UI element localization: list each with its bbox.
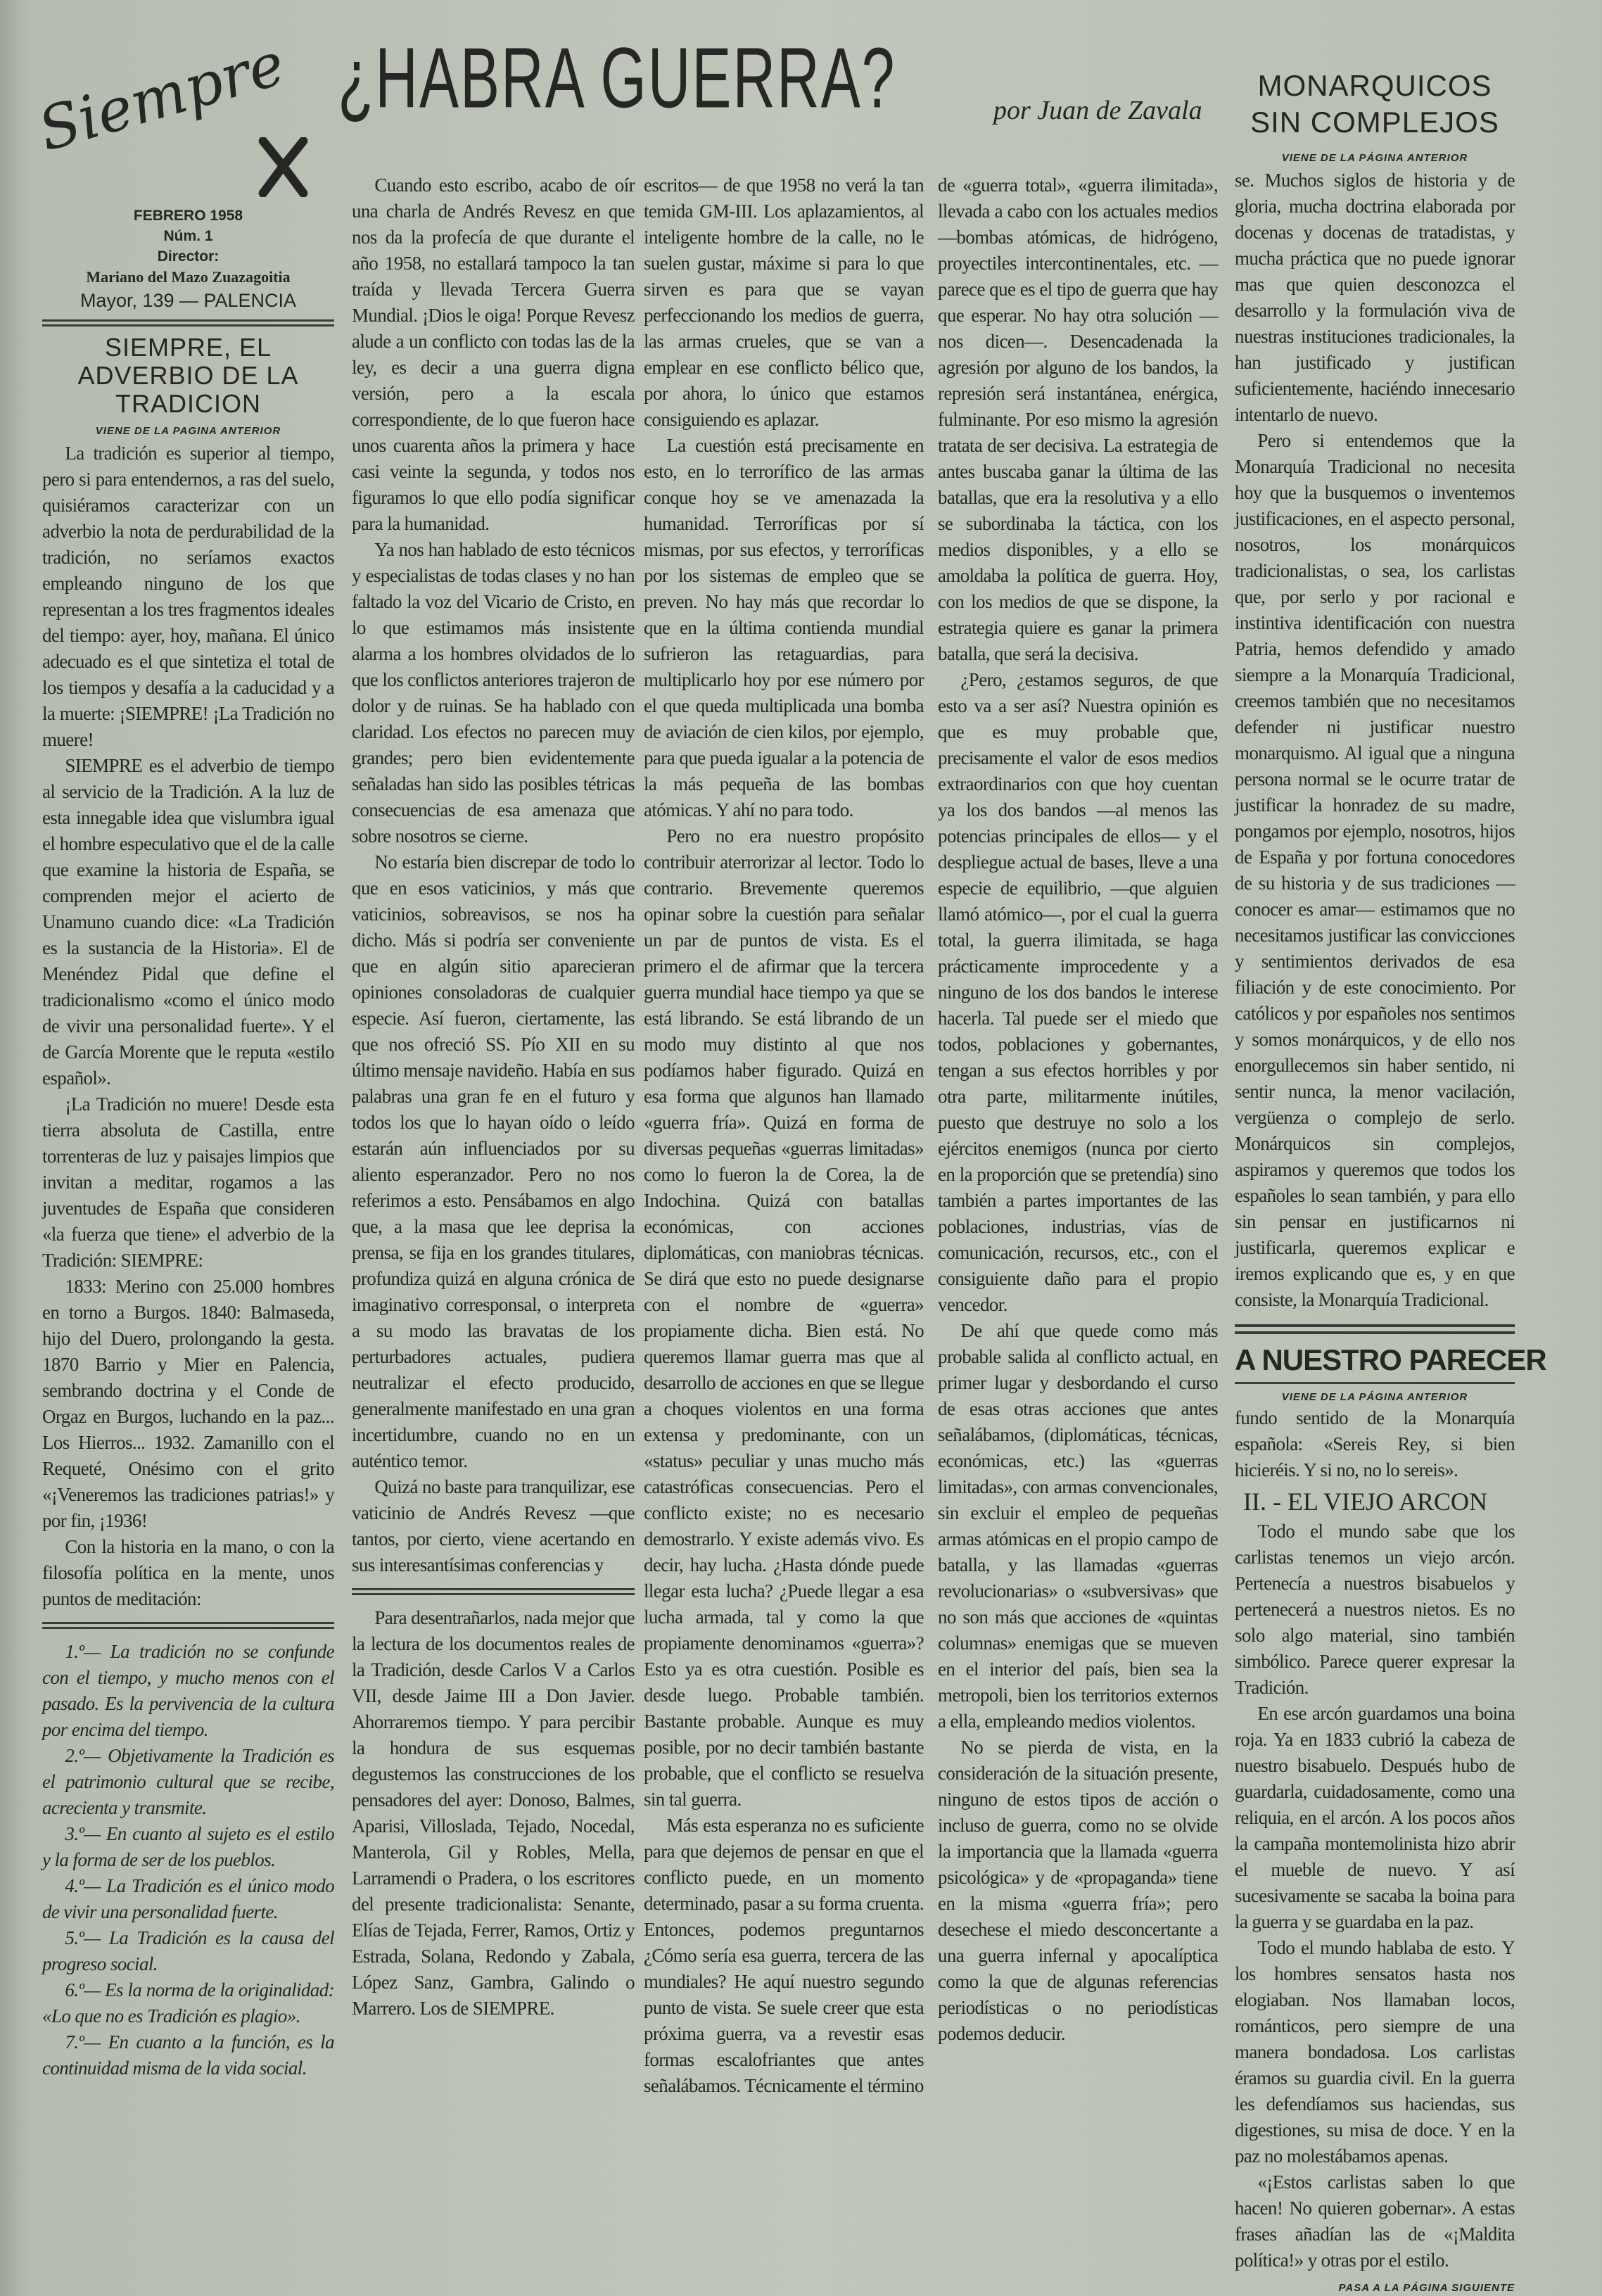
paragraph: Más esta esperanza no es suficiente para que dejemos de pensar en que el conflicto puede, en un momento determinado, pasar a su forma cruenta. Entonces, podemos preguntarnos ¿Cómo sería esa guerra, tercera de las mundiales? He aquí nuestro segundo punto de vista. Se suele creer que esta próxima guerra, va a revestir esas formas escalofriantes que antes señalábamos. Técnicamente el término xyxy=(644,1815,924,2096)
masthead-info xyxy=(42,205,334,314)
section-underline xyxy=(1235,1382,1515,1384)
article-guerra-column-2 xyxy=(644,172,924,2099)
column-3 xyxy=(644,172,924,2099)
paragraph: En ese arcón guardamos una boina roja. Ya en 1833 cubrió la cabeza de nuestro bisabuelo. Después hubo de guardarla, cuidadosamente, como una reliquia, en el arcón. A los pocos años la campaña montemolinista hizo abrir el mueble de nuevo. Y así sucesivamente se sacaba la boina para la guerra y se guardaba en la paz. xyxy=(1235,1703,1515,1932)
paragraph: fundo sentido de la Monarquía española: «Sereis Rey, si bien hicieréis. Y si no, no lo sereis». xyxy=(1235,1407,1515,1480)
title-line-2: SIN COMPLEJOS xyxy=(1250,106,1499,139)
issue-number: Núm. 1 xyxy=(163,228,213,244)
section-divider xyxy=(1235,1324,1515,1334)
cross-of-burgundy-icon xyxy=(257,137,310,197)
masthead-divider xyxy=(42,319,334,326)
director-label: Director: xyxy=(157,248,220,265)
masthead-logo xyxy=(31,29,324,197)
continues-on-label: PASA A LA PÁGINA SIGUIENTE xyxy=(1338,2282,1515,2294)
paragraph: se. Muchos siglos de historia y de gloria, mucha doctrina elaborada por docenas y docenas de tratadistas, y mucha práctica que no puede ignorar mas que quien desconozca el desarrollo y la formulación viva de nuestras instituciones tradicionales, la han justificado y justifican suficientemente, haciéndo innecesario intentarlo de nuevo. xyxy=(1235,170,1515,425)
paragraph: No estaría bien discrepar de todo lo que en esos vaticinios, y más que vaticinios, sobreavisos, se nos ha dicho. Más si podría ser conveniente que en algún sitio aparecieran opiniones consoladoras de cualquier especie. Así fueron, ciertamente, las que nos ofreció SS. Pío XII en su último mensaje navideño. Había en sus palabras una gran fe en el futuro y todos los que lo hayan oído o leído estarán aún influenciados por su aliento esperanzador. Pero no nos referimos a esto. Pensábamos en algo que, a la masa que lee deprisa la prensa, se fija en los grandes titulares, profundiza quizá en alguna crónica de imaginativo corresponsal, o interpreta a su modo las bravatas de los perturbadores actuales, pudiera neutralizar el efecto producido, generalmente manifestado en una gran incertidumbre, cuando no en un auténtico temor. xyxy=(352,851,635,1471)
column-4 xyxy=(938,172,1218,2047)
column-2 xyxy=(352,172,635,2022)
paragraph: de «guerra total», «guerra ilimitada», llevada a cabo con los actuales medios —bombas atómicas, de hidrógeno, proyectiles intercontinentales, etc. —parece que es el tipo de guerra que hay que esperar. No hay otra solución —nos dicen—. Desencadenada la agresión por alguno de los bandos, la represión será instantánea, enérgica, fulminante. Por eso mismo la agresión tratata de ser decisiva. La estrategia de antes buscaba ganar la última de las batallas, que era la resolutiva y a ello se subordinaba la táctica, con los medios disponibles, y a ello se amoldaba la política de guerra. Hoy, con los medios de que se dispone, la estrategia quiere es ganar la primera batalla, que será la decisiva. xyxy=(938,175,1218,664)
paragraph: Con la historia en la mano, o con la filosofía política en la mente, unos puntos de meditación: xyxy=(42,1536,334,1609)
article-guerra-column-3 xyxy=(938,172,1218,2047)
paragraph: Todo el mundo hablaba de esto. Y los hombres sensatos hasta nos elogiaban. Nos llamaban locos, románticos, pero siempre de una manera bondadosa. Los carlistas éramos su guardia civil. En la guerra les defendíamos sus haciendas, sus digestiones, su misa de doce. Y en la paz no molestábamos apenas. xyxy=(1235,1937,1515,2167)
list-item: 2.º— Objetivamente la Tradición es el patrimonio cultural que se recibe, acrecienta y transmite. xyxy=(42,1745,334,1818)
article-title-adverbio: SIEMPRE, EL ADVERBIO DE LA TRADICION xyxy=(77,333,299,418)
paragraph: Cuando esto escribo, acabo de oír una charla de Andrés Revesz en que nos da la profecía de que durante el año 1958, no estallará tampoco la tan traída y llevada Tercera Guerra Mundial. ¡Dios le oiga! Porque Revesz alude a un conflicto con todas las de la ley, es decir a una guerra digna versión, pero a la escala correspondiente, de lo que fueron hace unos cuarenta años la primera y hace casi veinte la segunda, y todos nos figuramos lo que ello podía significar para la humanidad. xyxy=(352,175,635,534)
subtitle-el-viejo-arcon: II. - EL VIEJO ARCON xyxy=(1243,1488,1487,1516)
column-5 xyxy=(1235,68,1546,2296)
list-item: 3.º— En cuanto al sujeto es el estilo y la forma de ser de los pueblos. xyxy=(42,1823,334,1870)
paragraph: Pero no era nuestro propósito contribuir aterrorizar al lector. Todo lo contrario. Brevemente queremos opinar sobre la cuestión para señalar un par de puntos de vista. Es el primero el de afirmar que la tercera guerra mundial hace tiempo ya que se está librando. Se está librando de un modo muy distinto al que nos podíamos haber figurado. Quizá en esa forma que algunos han llamado «guerra fría». Quizá en forma de diversas pequeñas «guerras limitadas» como lo fueron la de Corea, la de Indochina. Quizá con batallas económicas, con acciones diplomáticas, con maniobras técnicas. Se dirá que esto no puede designarse con el nombre de «guerra» propiamente dicha. Bien está. No queremos llamar guerra mas que al desarrollo de acciones en que se llegue a choques violentos en una forma extensa y predominante, con un «status» peculiar y unas mucho más catastróficas consecuencias. Pero el conflicto existe; no es necesario demostrarlo. Y existe además vivo. Es decir, hay lucha. ¿Hasta dónde puede llegar esta lucha? ¿Puede llegar a esa lucha armada, tal y como la que propiamente denominamos «guerra»? Esto ya es otra cuestión. Posible es desde luego. Probable también. Bastante probable. Aunque es muy posible, por no decir también bastante probable, que el conflicto se resuelva sin tal guerra. xyxy=(644,825,924,1810)
continued-from-label: VIENE DE LA PAGINA ANTERIOR xyxy=(95,425,281,437)
article-guerra-column-1 xyxy=(352,172,635,1578)
paragraph: La tradición es superior al tiempo, pero si para entendernos, a ras del suelo, quisiéramos caracterizar con un adverbio la nota de perdurabilidad de la tradición, no seríamos exactos empleando ninguno de los que representan a los tres fragmentos ideales del tiempo: ayer, hoy, mañana. El único adecuado es el que sintetiza el total de los tiempos y desafía a la caducidad y a la muerte: ¡SIEMPRE! ¡La Tradición no muere! xyxy=(42,443,334,750)
continued-from-label: VIENE DE LA PÁGINA ANTERIOR xyxy=(1281,1391,1468,1403)
director-name: Mariano del Mazo Zuazagoitia xyxy=(86,268,291,286)
article-adverbio-body xyxy=(42,440,334,1612)
section-title-a-nuestro-parecer: A NUESTRO PARECER xyxy=(1235,1343,1546,1376)
paragraph: escritos— de que 1958 no verá la tan temida GM-III. Los aplazamientos, al inteligente hombre de la calle, no le suelen gustar, máxime si para lo que sirven es para que se vayan perfeccionando los medios de guerra, las armas crueles, que se van a emplear en ese conflicto bélico que, por ahora, lo único que estamos consiguiendo es aplazar. xyxy=(644,175,924,430)
continued-from-label: VIENE DE LA PÁGINA ANTERIOR xyxy=(1281,152,1468,164)
article-title-monarquicos xyxy=(1235,68,1515,141)
paragraph: 1833: Merino con 25.000 hombres en torno a Burgos. 1840: Balmaseda, hijo del Duero, prolongando la gesta. 1870 Barrio y Mier en Palencia, sembrando doctrina y el Conde de Orgaz en Burgos, luchando en la paz... Los Hierros... 1932. Zamanillo con el Requeté, Onésimo con el grito «¡Veneremos las tradiciones patrias!» y por fin, ¡1936! xyxy=(42,1276,334,1531)
meditation-points-list xyxy=(42,1639,334,2081)
paragraph: SIEMPRE es el adverbio de tiempo al servicio de la Tradición. A la luz de esta innegable idea que vislumbra igual el hombre especulativo que el de la calle que examine la historia de España, se comprenden mejor el acierto de Unamuno cuando dice: «La Tradición es la sustancia de la Historia». El de Menéndez Pidal que define el tradicionalismo «como el único modo de vivir una personalidad fuerte». Y el de García Morente que le reputa «estilo español». xyxy=(42,755,334,1089)
section-divider xyxy=(42,1622,334,1629)
address: Mayor, 139 — PALENCIA xyxy=(80,290,297,311)
paragraph: Quizá no baste para tranquilizar, ese vaticinio de Andrés Revesz —que tantos, por cierto, viene acertando en sus interesantísimas conferencias y xyxy=(352,1476,635,1575)
paragraph: «¡Estos carlistas saben lo que hacen! No quieren gobernar». A estas frases añadían las de «¡Maldita política!» y otras por el estilo. xyxy=(1235,2171,1515,2271)
issue-date: FEBRERO 1958 xyxy=(133,208,243,224)
paragraph: Todo el mundo sabe que los carlistas tenemos un viejo arcón. Pertenecía a nuestros bisabuelos y pertenecerá a nuestros nietos. Es no solo algo material, sino también simbólico. Parece querer expresar la Tradición. xyxy=(1235,1521,1515,1698)
paragraph: ¿Pero, ¿estamos seguros, de que esto va a ser así? Nuestra opinión es que es muy probable que, precisamente el valor de esos medios extraordinarios con que hoy cuentan ya los dos bandos —al menos las potencias principales de ellos— y el despliegue actual de bases, lleve a una especie de equilibrio, —que alguien llamó atómico—, por el cual la guerra total, la guerra ilimitada, se haga prácticamente improcedente y a ninguno de los dos bandos le interese hacerla. Tal puede ser el miedo que todos, poblaciones y gobernantes, tengan a sus efectos horribles y por otra parte, militarmente inútiles, puesto que destruye no solo a los ejércitos enemigos (nunca por cierto en la proporción que se pretendía) sino también a partes importantes de las poblaciones, industrias, vías de comunicación, recursos, etc., con el consiguiente daño para el propio vencedor. xyxy=(938,669,1218,1315)
list-item: 4.º— La Tradición es el único modo de vivir una personalidad fuerte. xyxy=(42,1875,334,1922)
article-parecer-body xyxy=(1235,1518,1515,2273)
column-1 xyxy=(42,205,334,2081)
article-title-habra-guerra: ¿HABRA GUERRA? xyxy=(338,30,896,126)
list-item: 7.º— En cuanto a la función, es la continuidad misma de la vida social. xyxy=(42,2031,334,2079)
list-item: 5.º— La Tradición es la causa del progreso social. xyxy=(42,1927,334,1974)
paragraph: No se pierda de vista, en la consideración de la situación presente, ninguno de estos tipos de acción o incluso de guerra, como no se olvide la importancia que la llamada «guerra psicológica» y de «propaganda» tiene en la misma «guerra fría»; pero desechese el miedo desconcertante a una guerra infernal y apocalíptica como la que de algunas referencias periodísticas o no periodísticas podemos deducir. xyxy=(938,1737,1218,2044)
article-byline: por Juan de Zavala xyxy=(993,96,1202,125)
article-adverbio-continuation xyxy=(352,1605,635,2022)
paragraph: De ahí que quede como más probable salida al conflicto actual, en primer lugar y desbordando el curso de esas otras acciones que antes señalábamos, (diplomáticas, técnicas, económicas, etc.) las «guerras limitadas», con armas convencionales, sin excluir el empleo de pequeñas armas atómicas en el propio campo de batalla, y las llamadas «guerras revolucionarias» o «subversivas» que no son más que acciones de «quintas columnas» enemigas que se mueven en el interior del país, bien sea la metropoli, bien los territorios externos a ella, empleando medios violentos. xyxy=(938,1320,1218,1732)
paragraph: La cuestión está precisamente en esto, en lo terrorífico de las armas conque hoy se ve amenazada la humanidad. Terroríficas por sí mismas, por sus efectos, y terroríficas por los sistemas de empleo que se preven. No hay más que recordar lo que en la última contienda mundial sufrieron las retaguardias, para multiplicarlo hoy por ese número por el que queda multiplicada una bomba de aviación de cien kilos, por ejemplo, para que pueda igualar a la potencia de la más pequeña de las bombas atómicas. Y ahí no para todo. xyxy=(644,435,924,820)
paragraph: Ya nos han hablado de esto técnicos y especialistas de todas clases y no han faltado la voz del Vicario de Cristo, en lo que estimamos más insistente alarma a los hombres olvidados de lo que los conflictos anteriores trajeron de dolor y de ruinas. Se ha hablado con claridad. Los efectos no parecen muy grandes; pero bien evidentemente señaladas han sido las posibles tétricas consecuencias de esa amenaza que sobre nosotros se cierne. xyxy=(352,539,635,846)
paragraph: ¡La Tradición no muere! Desde esta tierra absoluta de Castilla, entre torrenteras de luz y paisajes limpios que invitan a meditar, rogamos a las juventudes de España que consideren «la fuerza que tiene» el adverbio de la Tradición: SIEMPRE: xyxy=(42,1093,334,1271)
list-item: 6.º— Es la norma de la originalidad: «Lo que no es Tradición es plagio». xyxy=(42,1979,334,2027)
title-line-1: MONARQUICOS xyxy=(1257,69,1492,102)
list-item: 1.º— La tradición no se confunde con el tiempo, y mucho menos con el pasado. Es la pervivencia de la cultura por encima del tiempo. xyxy=(42,1641,334,1740)
paragraph: Para desentrañarlos, nada mejor que la lectura de los documentos reales de la Tradición, desde Carlos V a Carlos VII, desde Jaime III a Don Javier. Ahorraremos tiempo. Y para percibir la hondura de sus esquemas degustemos las construcciones de los pensadores del ayer: Donoso, Balmes, Aparisi, Villoslada, Tejado, Nocedal, Manterola, Gil y Robles, Mella, Larramendi o Pradera, o los escritores del presente tradicionalista: Senante, Elías de Tejada, Ferrer, Ramos, Ortiz y Estrada, Solana, Redondo y Zabala, López Sanz, Gambra, Galindo o Marrero. Los de SIEMPRE. xyxy=(352,1607,635,2019)
section-divider xyxy=(352,1588,635,1595)
paragraph: Pero si entendemos que la Monarquía Tradicional no necesita hoy que la busquemos o inventemos justificaciones, en el aspecto personal, nosotros, los monárquicos tradicionalistas, o sea, los carlistas que, por serlo y por racional e instintiva identificación con nuestra Patria, hemos defendido y amado siempre a la Monarquía Tradicional, creemos también que no necesitamos defender ni justificar nuestro monarquismo. Al igual que a ninguna persona normal se le ocurre tratar de justificar la honradez de su madre, pongamos por ejemplo, nosotros, hijos de España y por fortuna conocedores de su historia y de sus tradiciones —conocer es amar— estimamos que no necesitamos justificar las convicciones y sentimientos derivados de esa filiación y de este conocimiento. Por católicos y por españoles nos sentimos y somos monárquicos, y de ello nos enorgullecemos sin haber sentido, ni sentir nunca, la menor vacilación, vergüenza o complejo de serlo. Monárquicos sin complejos, aspiramos y queremos que todos los españoles lo sean también, y para ello sin pensar en justificarnos ni justificarla, queremos explicar e iremos explicando que es, y en que consiste, la Monarquía Tradicional. xyxy=(1235,430,1515,1310)
article-parecer-lead xyxy=(1235,1405,1515,1483)
article-monarquicos-body xyxy=(1235,167,1515,1313)
masthead-title: Siempre xyxy=(31,29,292,165)
